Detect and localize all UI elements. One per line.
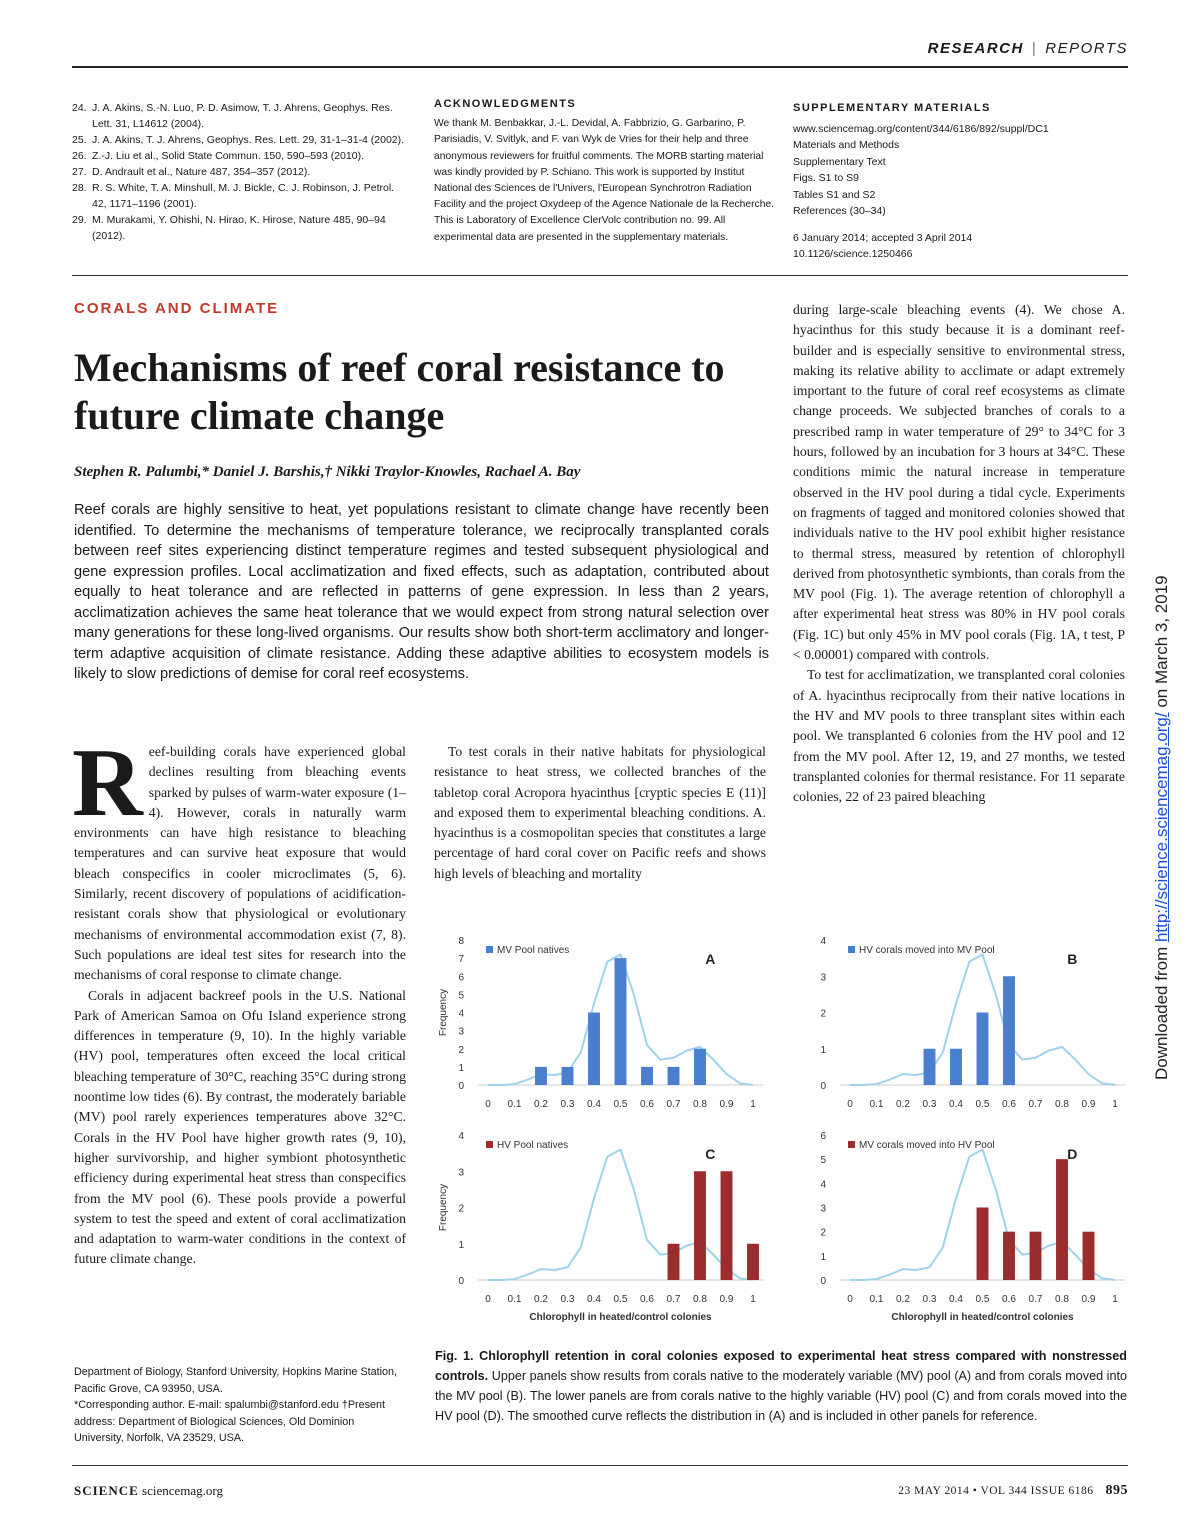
body-paragraph: To test for acclimatization, we transplanted coral colonies of A. hyacinthus reciprocally from their native locations in the HV and MV pools to three transplant sites within each pool. We transplanted 6 colonies from the HV pool and 12 from the MV pool. After 12, 19, and 27 months, we tested transplanted colonies for thermal resistance. For 11 separate colonies, 22 of 23 paired bleaching bbox=[793, 667, 1125, 805]
x-tick-label: 0.3 bbox=[560, 1099, 575, 1110]
affiliations bbox=[74, 1364, 406, 1447]
x-tick-label: 0.8 bbox=[693, 1099, 707, 1110]
panel-letter: B bbox=[1067, 951, 1078, 967]
acknowledgments bbox=[434, 96, 774, 246]
caption-body: Upper panels show results from corals native to the moderately variable (MV) pool (A) and from corals moved into the MV pool (B). The lower panels are from corals native to the highly variable (HV) pool (C) and from corals moved into the HV pool (D). The smoothed curve reflects the distribution in (A) and is included in other panels for reference. bbox=[435, 1369, 1127, 1423]
histogram-bar bbox=[1030, 1232, 1042, 1280]
y-tick-label: 0 bbox=[458, 1276, 464, 1287]
author-list: Stephen R. Palumbi,* Daniel J. Barshis,† Nikki Traylor-Knowles, Rachael A. Bay bbox=[74, 464, 581, 480]
y-axis-label: Frequency bbox=[438, 988, 449, 1037]
y-tick-label: 2 bbox=[820, 1227, 826, 1239]
x-axis-label: Chlorophyll in heated/control colonies bbox=[891, 1312, 1074, 1323]
y-tick-label: 4 bbox=[458, 1131, 464, 1142]
histogram-bar bbox=[747, 1244, 759, 1280]
body-paragraph: Corals in adjacent backreef pools in the U.S. National Park of American Samoa on Ofu Island experience strong differences in temperature (9, 10). In the highly variable (HV) pool, temperatures often exceed the local critical bleaching temperature of 30°C, reaching 35°C during strong noontime low tides (6). By contrast, the moderately bariable (MV) pool rarely experiences temperatures above 32°C. Corals in the HV Pool have higher growth rates (9, 10), higher survivorship, and higher symbiont photosynthetic efficiency during experimental heat stress than conspecifics from the MV pool (6). These pools provide a powerful system to test the speed and extent of coral acclimatization and adaptation to warm-water conditions in the context of future climate change. bbox=[74, 987, 406, 1267]
abstract: Reef corals are highly sensitive to heat, yet populations resistant to climate change have recently been identified. To determine the mechanisms of temperature tolerance, we reciprocally transplanted corals between reef sites experiencing distinct temperature regimes and tested subsequent physiological and gene expression profiles. Local acclimatization and fixed effects, such as adaptation, contributed about equally to heat tolerance and are reflected in patterns of gene expression. In less than 2 years, acclimatization achieves the same heat tolerance that we would expect from strong natural selection over many generations for these long-lived organisms. Our results show both short-term acclimatory and longer-term adaptive acquisition of climate resistance. Adding these adaptive abilities to ecosystem models is likely to slow predictions of demise for coral reef ecosystems. bbox=[74, 502, 769, 682]
journal-site: sciencemag.org bbox=[142, 1483, 224, 1498]
legend-swatch bbox=[486, 946, 493, 953]
issue-info: 23 MAY 2014 • VOL 344 ISSUE 6186 bbox=[898, 1485, 1094, 1497]
histogram-bar bbox=[641, 1067, 653, 1085]
body-column-1 bbox=[72, 729, 406, 1270]
figure-caption bbox=[435, 1346, 1127, 1426]
y-tick-label: 4 bbox=[820, 1179, 826, 1191]
panel-letter: A bbox=[705, 951, 716, 967]
histogram-bar bbox=[1056, 1159, 1068, 1280]
x-tick-label: 0.7 bbox=[1028, 1099, 1043, 1110]
x-tick-label: 0.1 bbox=[869, 1099, 884, 1110]
y-tick-label: 0 bbox=[820, 1276, 826, 1287]
supplementary-line: Materials and Methods bbox=[793, 139, 900, 151]
x-tick-label: 0.7 bbox=[666, 1294, 681, 1305]
y-tick-label: 2 bbox=[458, 1044, 464, 1056]
x-tick-label: 0 bbox=[847, 1294, 853, 1305]
subsection-label: REPORTS bbox=[1045, 40, 1128, 57]
chart-panel-d bbox=[820, 1131, 1125, 1323]
histogram-bar bbox=[1083, 1232, 1095, 1280]
legend-label: HV corals moved into MV Pool bbox=[859, 945, 995, 956]
x-tick-label: 0.8 bbox=[693, 1294, 707, 1305]
x-tick-label: 0 bbox=[847, 1099, 853, 1110]
journal-name: SCIENCE bbox=[74, 1483, 139, 1498]
y-tick-label: 1 bbox=[820, 1044, 826, 1056]
y-tick-label: 3 bbox=[458, 1167, 464, 1179]
y-tick-label: 5 bbox=[458, 990, 464, 1002]
chart-panel-c bbox=[438, 1131, 763, 1323]
header-rule bbox=[72, 66, 1128, 68]
x-tick-label: 0.1 bbox=[507, 1294, 522, 1305]
legend-label: HV Pool natives bbox=[497, 1140, 569, 1151]
y-tick-label: 0 bbox=[458, 1081, 464, 1092]
y-tick-label: 1 bbox=[820, 1251, 826, 1263]
reference-item: 24. J. A. Akins, S.-N. Luo, P. D. Asimow, T. J. Ahrens, Geophys. Res. Lett. 31, L14612 (2004). bbox=[72, 102, 393, 130]
figure-1-charts bbox=[430, 925, 1130, 1335]
footer-journal bbox=[74, 1483, 223, 1499]
x-tick-label: 0.8 bbox=[1055, 1099, 1069, 1110]
smoothed-curve bbox=[488, 1150, 753, 1281]
x-tick-label: 0.8 bbox=[1055, 1294, 1069, 1305]
received-dates: 6 January 2014; accepted 3 April 2014 bbox=[793, 231, 973, 244]
correspondence-text: *Corresponding author. E-mail: spalumbi@stanford.edu †Present address: Department of Biological Sciences, Old Dominion University, Norfolk, VA 23529, USA. bbox=[74, 1399, 386, 1444]
panel-letter: D bbox=[1067, 1146, 1078, 1162]
x-axis-label: Chlorophyll in heated/control colonies bbox=[529, 1312, 712, 1323]
x-tick-label: 1 bbox=[1112, 1294, 1118, 1305]
legend-swatch bbox=[486, 1141, 493, 1148]
y-tick-label: 3 bbox=[458, 1026, 464, 1038]
reference-item: 27. D. Andrault et al., Nature 487, 354–357 (2012). bbox=[72, 166, 311, 178]
histogram-bar bbox=[694, 1171, 706, 1280]
y-axis-label: Frequency bbox=[438, 1183, 449, 1232]
chart-panel-b bbox=[820, 936, 1125, 1110]
x-tick-label: 0.1 bbox=[507, 1099, 522, 1110]
supplementary-line: Figs. S1 to S9 bbox=[793, 172, 859, 184]
drop-cap: R bbox=[72, 729, 143, 837]
body-column-3 bbox=[793, 300, 1125, 807]
legend-label: MV Pool natives bbox=[497, 945, 570, 956]
x-tick-label: 0.6 bbox=[640, 1099, 654, 1110]
reference-item: 25. J. A. Akins, T. J. Ahrens, Geophys. Res. Lett. 29, 31-1–31-4 (2002). bbox=[72, 134, 405, 146]
body-paragraph: Reef-building corals have experienced global declines resulting from bleaching events sparked by pulses of warm-water exposure (1–4). However, corals in naturally warm environments can have high resistance to bleaching temperatures and can survive heat exposure that would bleach conspecifics in cooler microclimates (5, 6). Similarly, recent discovery of populations of acidification-resistant corals show that physiological or evolutionary mechanisms of environmental accommodation exist (7, 8). Such populations are ideal test sites for research into the mechanisms of coral response to climate change. bbox=[72, 729, 406, 983]
y-tick-label: 4 bbox=[458, 1008, 464, 1020]
page-number: 895 bbox=[1105, 1483, 1128, 1498]
histogram-bar bbox=[588, 1013, 600, 1086]
supplementary-line: Tables S1 and S2 bbox=[793, 188, 876, 201]
acknowledgments-text: We thank M. Benbakkar, J.-L. Devidal, A. Fabbrizio, G. Garbarino, P. Parisiadis, V. Svitlyk, and F. van Wyk de Vries for their help and three anonymous reviewers for fruitful comments. The MORB starting material was kindly provided by P. Schiano. This work is supported by Institut National des Sciences de l'Univers, l'European Synchrotron Radiation Facility and the project Oxydeep of the Agence Nationale de la Recherche. This is Laboratory of Excellence ClerVolc contribution no. 99. All experimental data are presented in the supplementary materials. bbox=[434, 118, 775, 243]
x-tick-label: 0.5 bbox=[975, 1294, 990, 1305]
supplementary-materials bbox=[793, 100, 1128, 263]
supplementary-heading: SUPPLEMENTARY MATERIALS bbox=[793, 102, 991, 114]
y-tick-label: 7 bbox=[458, 954, 464, 966]
legend-label: MV corals moved into HV Pool bbox=[859, 1140, 995, 1151]
affiliation-text: Department of Biology, Stanford University, Hopkins Marine Station, Pacific Grove, CA 93950, USA. bbox=[74, 1366, 398, 1395]
histogram-bar bbox=[668, 1244, 680, 1280]
y-tick-label: 6 bbox=[820, 1131, 826, 1142]
supplementary-link[interactable]: www.sciencemag.org/content/344/6186/892/suppl/DC1 bbox=[793, 122, 1049, 135]
caption-title: Fig. 1. Chlorophyll retention in coral colonies exposed to experimental heat stress compared with nonstressed controls. bbox=[435, 1349, 1127, 1383]
section-label: RESEARCH bbox=[927, 40, 1024, 57]
reference-item: 28. R. S. White, T. A. Minshull, M. J. Bickle, C. J. Robinson, J. Petrol. 42, 1171–1196 (2001). bbox=[72, 182, 395, 210]
x-tick-label: 0.2 bbox=[534, 1294, 548, 1305]
x-tick-label: 0.9 bbox=[719, 1294, 734, 1305]
reference-item: 26. Z.-J. Liu et al., Solid State Commun. 150, 590–593 (2010). bbox=[72, 150, 364, 162]
x-tick-label: 0 bbox=[485, 1294, 491, 1305]
x-tick-label: 0.9 bbox=[1081, 1294, 1096, 1305]
x-tick-label: 0.4 bbox=[949, 1099, 963, 1110]
histogram-bar bbox=[950, 1049, 962, 1085]
histogram-bar bbox=[562, 1067, 574, 1085]
footer-issue bbox=[898, 1483, 1128, 1499]
x-tick-label: 0.1 bbox=[869, 1294, 884, 1305]
y-tick-label: 6 bbox=[458, 972, 464, 984]
x-tick-label: 0.4 bbox=[587, 1294, 601, 1305]
y-tick-label: 3 bbox=[820, 1203, 826, 1215]
y-tick-label: 2 bbox=[458, 1203, 464, 1215]
histogram-bar bbox=[615, 958, 627, 1085]
histogram-bar bbox=[1003, 1232, 1015, 1280]
y-tick-label: 8 bbox=[458, 936, 464, 947]
x-tick-label: 0.6 bbox=[1002, 1099, 1016, 1110]
y-tick-label: 1 bbox=[458, 1062, 464, 1074]
histogram-bar bbox=[1003, 976, 1015, 1085]
body-paragraph: during large-scale bleaching events (4). We chose A. hyacinthus for this study because it is a dominant reef-builder and is especially sensitive to environmental stress, making its relative ability to acclimate or adapt extremely important to the future of coral reef ecosystems as climate change proceeds. We subjected branches of corals to a prescribed ramp in water temperature of 29° to 34°C for 3 hours, followed by an incubation for 3 hours at 34°C. These conditions mimic the natural increase in temperature observed in the HV pool during a tidal cycle. Experiments on fragments of tagged and monitored colonies showed that individuals native to the HV pool exhibit higher resistance to thermal stress, measured by retention of chlorophyll derived from photosynthetic symbionts, than corals from the MV pool (Fig. 1). The average retention of chlorophyll a after experimental heat stress was 80% in HV pool corals (Fig. 1C) but only 45% in MV pool corals (Fig. 1A, t test, P < 0.00001) compared with controls. bbox=[793, 302, 1125, 663]
x-tick-label: 0.3 bbox=[922, 1099, 937, 1110]
histogram-bar bbox=[924, 1049, 936, 1085]
chart-panel-a bbox=[438, 936, 763, 1110]
article-kicker: CORALS AND CLIMATE bbox=[74, 300, 280, 317]
x-tick-label: 1 bbox=[750, 1099, 756, 1110]
x-tick-label: 0.9 bbox=[719, 1099, 734, 1110]
histogram-bar bbox=[668, 1067, 680, 1085]
supplementary-line: References (30–34) bbox=[793, 205, 886, 217]
reference-item: 29. M. Murakami, Y. Ohishi, N. Hirao, K. Hirose, Nature 485, 90–94 (2012). bbox=[72, 214, 386, 242]
x-tick-label: 0.3 bbox=[922, 1294, 937, 1305]
y-tick-label: 3 bbox=[820, 972, 826, 984]
histogram-bar bbox=[977, 1208, 989, 1281]
x-tick-label: 0.5 bbox=[975, 1099, 990, 1110]
x-tick-label: 0.2 bbox=[896, 1099, 910, 1110]
x-tick-label: 0.4 bbox=[587, 1099, 601, 1110]
y-tick-label: 2 bbox=[820, 1008, 826, 1020]
running-header: RESEARCH | REPORTS bbox=[927, 40, 1128, 57]
x-tick-label: 0.7 bbox=[666, 1099, 681, 1110]
y-tick-label: 1 bbox=[458, 1239, 464, 1251]
x-tick-label: 0.2 bbox=[896, 1294, 910, 1305]
histogram-bar bbox=[694, 1049, 706, 1085]
body-column-2 bbox=[434, 742, 766, 884]
legend-swatch bbox=[848, 946, 855, 953]
footer-rule bbox=[72, 1465, 1128, 1466]
body-paragraph: To test corals in their native habitats for physiological resistance to heat stress, we collected branches of the tabletop coral Acropora hyacinthus [cryptic species E (11)] and exposed them to experimental bleaching conditions. A. hyacinthus is a cosmopolitan species that constitutes a large percentage of hard coral cover on Pacific reefs and shows high levels of bleaching and mortality bbox=[434, 744, 766, 881]
x-tick-label: 0 bbox=[485, 1099, 491, 1110]
histogram-bar bbox=[721, 1171, 733, 1280]
x-tick-label: 0.9 bbox=[1081, 1099, 1096, 1110]
section-divider bbox=[72, 275, 1128, 276]
x-tick-label: 1 bbox=[750, 1294, 756, 1305]
x-tick-label: 0.5 bbox=[613, 1099, 628, 1110]
x-tick-label: 0.2 bbox=[534, 1099, 548, 1110]
x-tick-label: 0.6 bbox=[640, 1294, 654, 1305]
y-tick-label: 0 bbox=[820, 1081, 826, 1092]
doi: 10.1126/science.1250466 bbox=[793, 248, 913, 260]
legend-swatch bbox=[848, 1141, 855, 1148]
x-tick-label: 0.6 bbox=[1002, 1294, 1016, 1305]
x-tick-label: 0.3 bbox=[560, 1294, 575, 1305]
histogram-bar bbox=[535, 1067, 547, 1085]
supplementary-line: Supplementary Text bbox=[793, 155, 886, 168]
histogram-bar bbox=[977, 1013, 989, 1086]
y-tick-label: 4 bbox=[820, 936, 826, 947]
x-tick-label: 0.4 bbox=[949, 1294, 963, 1305]
download-note: Downloaded from http://science.sciencemag.org/ on March 3, 2019 bbox=[1152, 575, 1171, 1080]
article-title: Mechanisms of reef coral resistance to future climate change bbox=[74, 345, 725, 438]
reference-list bbox=[72, 100, 407, 244]
panel-letter: C bbox=[705, 1146, 716, 1162]
x-tick-label: 1 bbox=[1112, 1099, 1118, 1110]
acknowledgments-heading: ACKNOWLEDGMENTS bbox=[434, 98, 577, 110]
x-tick-label: 0.5 bbox=[613, 1294, 628, 1305]
x-tick-label: 0.7 bbox=[1028, 1294, 1043, 1305]
download-link[interactable]: http://science.sciencemag.org/ bbox=[1152, 712, 1171, 943]
y-tick-label: 5 bbox=[820, 1155, 826, 1167]
